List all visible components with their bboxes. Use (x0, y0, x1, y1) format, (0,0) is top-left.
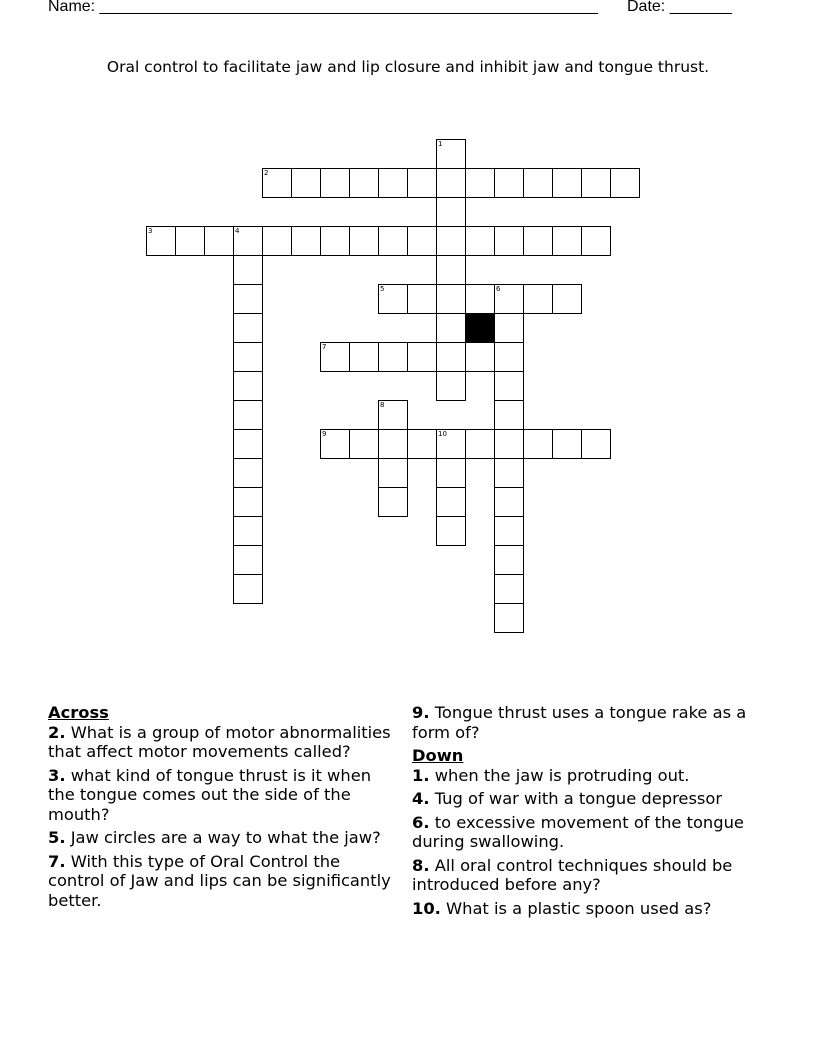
crossword-cell[interactable] (494, 284, 524, 314)
crossword-cell[interactable] (407, 168, 437, 198)
clue-text: What is a plastic spoon used as? (446, 898, 712, 918)
crossword-cell[interactable] (146, 226, 176, 256)
crossword-cell[interactable] (349, 226, 379, 256)
puzzle-subtitle: Oral control to facilitate jaw and lip closure and inhibit jaw and tongue thrust. (106, 58, 710, 76)
crossword-cell[interactable] (465, 284, 495, 314)
crossword-cell[interactable] (378, 168, 408, 198)
blocked-cell (465, 313, 495, 343)
cell-number: 10 (438, 430, 447, 438)
crossword-cell[interactable] (581, 168, 611, 198)
crossword-cell[interactable] (436, 284, 466, 314)
crossword-cell[interactable] (523, 429, 553, 459)
clue-number: 10. (412, 898, 441, 918)
crossword-cell[interactable] (581, 226, 611, 256)
crossword-cell[interactable] (320, 342, 350, 372)
crossword-cell[interactable] (291, 226, 321, 256)
clue-number: 6. (412, 812, 430, 832)
crossword-cell[interactable] (233, 226, 263, 256)
crossword-cell[interactable] (494, 400, 524, 430)
crossword-cell[interactable] (233, 574, 263, 604)
crossword-cell[interactable] (349, 429, 379, 459)
clue-column-right (412, 703, 762, 922)
clue-number: 1. (412, 765, 430, 785)
name-field[interactable]: Name: ________________________________________________________ (48, 0, 598, 15)
crossword-cell[interactable] (494, 371, 524, 401)
crossword-cell[interactable] (378, 429, 408, 459)
crossword-cell[interactable] (320, 226, 350, 256)
clue-number: 2. (48, 722, 66, 742)
down-heading: Down (412, 746, 464, 765)
across-clue (48, 766, 400, 825)
clue-text: All oral control techniques should be introduced before any? (412, 855, 733, 894)
clue-text: Jaw circles are a way to what the jaw? (70, 828, 381, 847)
crossword-cell[interactable] (233, 284, 263, 314)
crossword-cell[interactable] (494, 487, 524, 517)
crossword-cell[interactable] (262, 168, 292, 198)
down-clue (412, 766, 762, 786)
crossword-cell[interactable] (407, 226, 437, 256)
crossword-cell[interactable] (436, 371, 466, 401)
crossword-cell[interactable] (233, 516, 263, 546)
crossword-cell[interactable] (465, 342, 495, 372)
crossword-cell[interactable] (378, 284, 408, 314)
crossword-cell[interactable] (175, 226, 205, 256)
crossword-cell[interactable] (494, 429, 524, 459)
crossword-cell[interactable] (436, 313, 466, 343)
crossword-cell[interactable] (494, 226, 524, 256)
clue-text: With this type of Oral Control the control of Jaw and lips can be significantly better. (48, 851, 391, 910)
crossword-cell[interactable] (233, 371, 263, 401)
clue-column-left (48, 703, 400, 914)
crossword-cell[interactable] (436, 516, 466, 546)
crossword-cell[interactable] (436, 168, 466, 198)
crossword-cell[interactable] (610, 168, 640, 198)
clue-number: 9. (412, 703, 430, 722)
crossword-cell[interactable] (581, 429, 611, 459)
across-clue (412, 703, 762, 742)
crossword-cell[interactable] (523, 226, 553, 256)
crossword-cell[interactable] (552, 226, 582, 256)
crossword-grid (146, 139, 642, 635)
crossword-cell[interactable] (465, 168, 495, 198)
across-clue (48, 828, 400, 848)
crossword-cell[interactable] (233, 458, 263, 488)
crossword-cell[interactable] (552, 429, 582, 459)
down-clue (412, 856, 762, 895)
crossword-cell[interactable] (233, 487, 263, 517)
down-clue (412, 789, 762, 809)
crossword-cell[interactable] (523, 168, 553, 198)
crossword-cell[interactable] (436, 487, 466, 517)
crossword-cell[interactable] (494, 516, 524, 546)
crossword-cell[interactable] (407, 284, 437, 314)
cell-number: 7 (322, 343, 327, 351)
crossword-cell[interactable] (494, 574, 524, 604)
crossword-cell[interactable] (320, 429, 350, 459)
crossword-cell[interactable] (552, 168, 582, 198)
clue-text: when the jaw is protruding out. (434, 765, 690, 785)
down-clue (412, 813, 762, 852)
cell-number: 9 (322, 430, 327, 438)
crossword-cell[interactable] (465, 429, 495, 459)
across-clue (48, 723, 400, 762)
crossword-cell[interactable] (465, 226, 495, 256)
cell-number: 2 (264, 169, 269, 177)
crossword-cell[interactable] (262, 226, 292, 256)
crossword-cell[interactable] (494, 342, 524, 372)
crossword-cell[interactable] (436, 342, 466, 372)
crossword-cell[interactable] (233, 545, 263, 575)
clue-text: what kind of tongue thrust is it when the tongue comes out the side of the mouth? (48, 765, 372, 824)
crossword-cell[interactable] (494, 168, 524, 198)
crossword-cell[interactable] (233, 342, 263, 372)
cell-number: 4 (235, 227, 240, 235)
crossword-cell[interactable] (378, 487, 408, 517)
crossword-cell[interactable] (233, 313, 263, 343)
crossword-cell[interactable] (523, 284, 553, 314)
crossword-cell[interactable] (494, 458, 524, 488)
cell-number: 1 (438, 140, 443, 148)
crossword-cell[interactable] (436, 139, 466, 169)
crossword-cell[interactable] (494, 545, 524, 575)
crossword-cell[interactable] (436, 458, 466, 488)
crossword-cell[interactable] (204, 226, 234, 256)
crossword-cell[interactable] (378, 226, 408, 256)
cell-number: 5 (380, 285, 385, 293)
crossword-cell[interactable] (494, 603, 524, 633)
clue-number: 5. (48, 828, 66, 847)
crossword-cell[interactable] (407, 342, 437, 372)
cell-number: 6 (496, 285, 501, 293)
crossword-cell[interactable] (407, 429, 437, 459)
clue-number: 3. (48, 765, 66, 785)
clue-number: 7. (48, 851, 66, 871)
crossword-cell[interactable] (552, 284, 582, 314)
crossword-cell[interactable] (233, 255, 263, 285)
cell-number: 8 (380, 401, 385, 409)
crossword-cell[interactable] (378, 342, 408, 372)
crossword-cell[interactable] (436, 255, 466, 285)
crossword-cell[interactable] (233, 429, 263, 459)
crossword-cell[interactable] (378, 458, 408, 488)
crossword-cell[interactable] (436, 429, 466, 459)
clue-text: What is a group of motor abnormalities that affect motor movements called? (48, 722, 391, 761)
date-field[interactable]: Date: _______ (627, 0, 732, 15)
crossword-cell[interactable] (494, 313, 524, 343)
cell-number: 3 (148, 227, 153, 235)
down-clue (412, 899, 762, 919)
clue-number: 4. (412, 789, 430, 808)
crossword-cell[interactable] (436, 197, 466, 227)
clue-text: to excessive movement of the tongue during swallowing. (412, 812, 744, 851)
across-heading: Across (48, 703, 109, 722)
crossword-cell[interactable] (349, 168, 379, 198)
crossword-cell[interactable] (436, 226, 466, 256)
crossword-cell[interactable] (349, 342, 379, 372)
clue-number: 8. (412, 855, 430, 875)
crossword-cell[interactable] (233, 400, 263, 430)
crossword-cell[interactable] (378, 400, 408, 430)
crossword-cell[interactable] (320, 168, 350, 198)
across-clue (48, 852, 400, 911)
clue-text: Tug of war with a tongue depressor (434, 789, 723, 808)
crossword-cell[interactable] (291, 168, 321, 198)
clue-text: Tongue thrust uses a tongue rake as a form of? (412, 703, 747, 742)
